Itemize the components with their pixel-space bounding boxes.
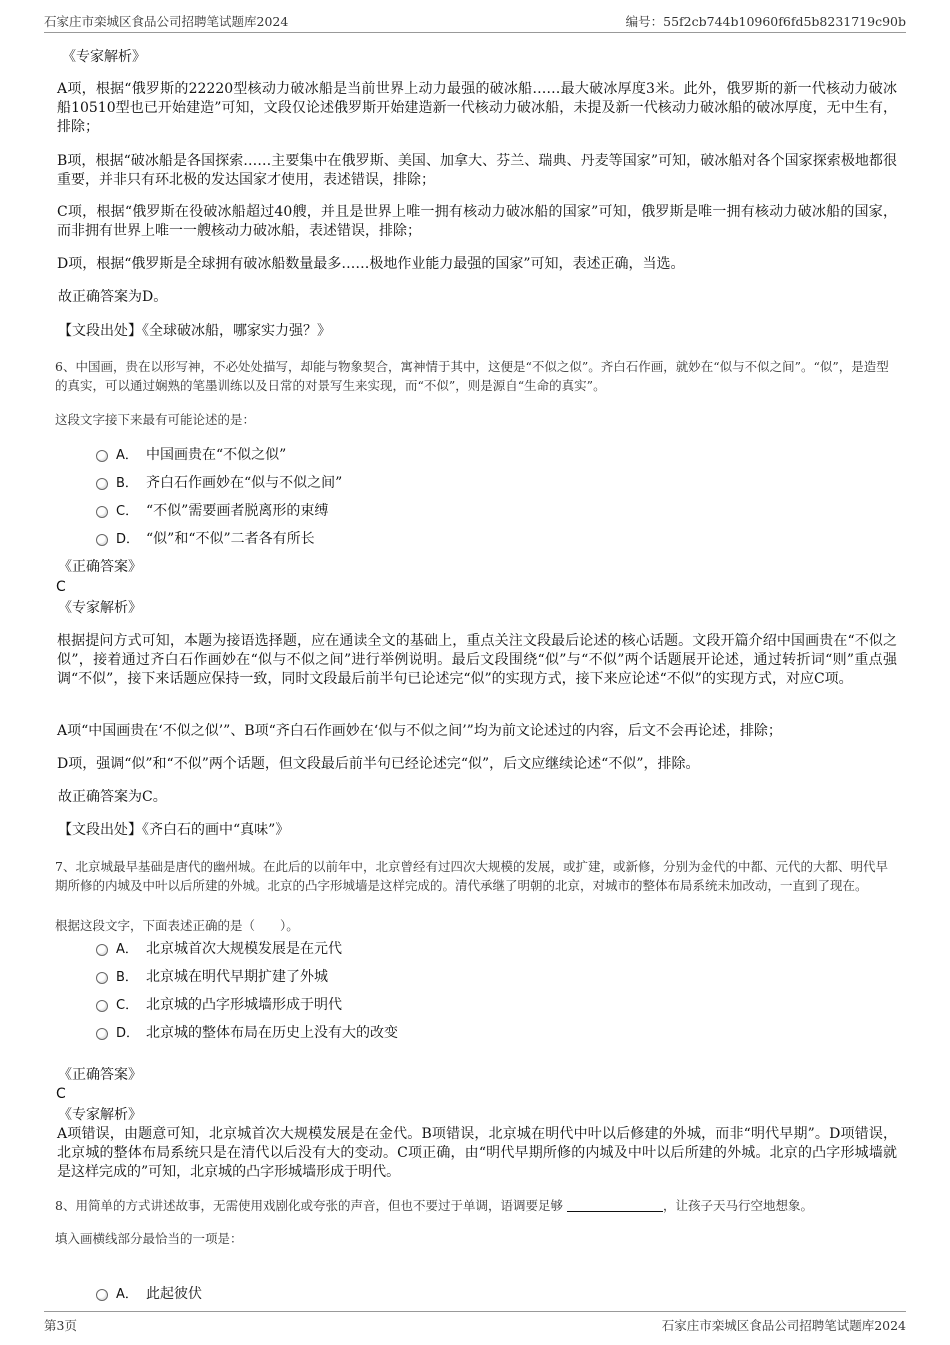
radio-icon[interactable] (96, 450, 108, 462)
option-text: 中国画贵在“不似之似” (146, 447, 287, 463)
q5-analysis-c: C项，根据“俄罗斯在役破冰船超过40艘，并且是世界上唯一拥有核动力破冰船的国家”可知，俄罗斯是唯一拥有核动力破冰船的国家，而非拥有世界上唯一一艘核动力破冰船，表述错误，排除； (57, 204, 897, 239)
option-text: 北京城的整体布局在历史上没有大的改变 (146, 1025, 398, 1041)
option-letter: A． (116, 942, 138, 957)
page-header (44, 10, 906, 33)
q7-option-c[interactable] (96, 995, 342, 1016)
header-title: 石家庄市栾城区食品公司招聘笔试题库2024 (44, 14, 289, 29)
q7-stem: 7、北京城最早基础是唐代的幽州城。在此后的以前年中，北京曾经有过四次大规模的发展，或扩建，或新修，分别为金代的中都、元代的大都、明代早期所修的内城及中叶以后所建的外城。北京的凸字形城墙是这样完成的。清代承继了明朝的北京，对城市的整体布局系统未加改动，一直到了现在。 (55, 859, 888, 893)
q6-prompt: 这段文字接下来最有可能论述的是： (55, 412, 256, 427)
q6-analysis-3: D项，强调“似”和“不似”两个话题，但文段最后前半句已经论述完“似”，后文应继续论述“不似”，排除。 (57, 756, 700, 772)
option-letter: D． (116, 532, 140, 547)
option-text: “似”和“不似”二者各有所长 (146, 531, 315, 547)
q7-expert-label: 《专家解析》 (58, 1107, 142, 1123)
header-doc-id: 编号：55f2cb744b10960f6fd5b8231719c90b (625, 14, 906, 29)
radio-icon[interactable] (96, 534, 108, 546)
q8-stem-before: 8、用简单的方式讲述故事，无需使用戏剧化或夸张的声音，但也不要过于单调，语调要足够 (55, 1198, 563, 1213)
option-letter: C． (116, 504, 139, 519)
page-footer (44, 1311, 906, 1336)
q7-answer-label: 《正确答案》 (58, 1067, 142, 1083)
option-letter: A． (116, 1287, 138, 1302)
q5-analysis-b: B项，根据“破冰船是各国探索……主要集中在俄罗斯、美国、加拿大、芬兰、瑞典、丹麦等国家”可知，破冰船对各个国家探索极地都很重要，并非只有环北极的发达国家才使用，表述错误，排除； (57, 153, 897, 188)
q5-expert-label: 《专家解析》 (62, 49, 146, 65)
q6-analysis-1: 根据提问方式可知，本题为接语选择题，应在通读全文的基础上，重点关注文段最后论述的核心话题。文段开篇介绍中国画贵在“不似之似”，接着通过齐白石作画妙在“似与不似之间”进行举例说明。最后文段围绕“似”与“不似”两个话题展开论述，通过转折词“则”重点强调“不似”，接下来话题应保持一致，同时文段最后前半句已论述完“似”的实现方式，接下来应论述“不似”的实现方式，对应C项。 (57, 633, 897, 687)
option-text: 北京城首次大规模发展是在元代 (146, 941, 342, 957)
q7-analysis: A项错误，由题意可知，北京城首次大规模发展是在金代。B项错误，北京城在明代中叶以后修建的外城，而非“明代早期”。D项错误，北京城的整体布局系统只是在清代以后没有大的变动。C项正确，由“明代早期所修的内城及中叶以后所建的外城。北京的凸字形城墙就是这样完成的”可知，北京城的凸字形城墙形成于明代。 (57, 1126, 897, 1180)
q6-stem: 6、中国画，贵在以形写神，不必处处描写，却能与物象契合，寓神情于其中，这便是“不似之似”。齐白石作画，就妙在“似与不似之间”。“似”，是造型的真实，可以通过娴熟的笔墨训练以及日常的对景写生来实现，而“不似”，则是源自“生命的真实”。 (55, 359, 889, 393)
q6-analysis-2: A项“中国画贵在‘不似之似’”、B项“齐白石作画妙在‘似与不似之间’”均为前文论述过的内容，后文不会再论述，排除； (57, 723, 782, 739)
q6-expert-label: 《专家解析》 (58, 600, 142, 616)
page-number: 第3页 (44, 1318, 77, 1333)
q6-option-c[interactable] (96, 501, 328, 522)
radio-icon[interactable] (96, 1028, 108, 1040)
option-letter: D． (116, 1026, 140, 1041)
q8-stem (55, 1196, 895, 1215)
option-text: 北京城的凸字形城墙形成于明代 (146, 997, 342, 1013)
radio-icon[interactable] (96, 1000, 108, 1012)
fill-blank (567, 1199, 663, 1212)
radio-icon[interactable] (96, 972, 108, 984)
q5-analysis-d: D项，根据“俄罗斯是全球拥有破冰船数量最多……极地作业能力最强的国家”可知，表述正确，当选。 (57, 256, 685, 272)
q5-source: 【文段出处】《全球破冰船，哪家实力强？》 (58, 323, 331, 339)
q7-option-d[interactable] (96, 1023, 398, 1044)
q7-answer: C (56, 1086, 66, 1102)
q6-conclusion: 故正确答案为C。 (58, 789, 167, 805)
q5-analysis-a: A项，根据“俄罗斯的22220型核动力破冰船是当前世界上动力最强的破冰船……最大破冰厚度3米。此外，俄罗斯的新一代核动力破冰船10510型也已开始建造”可知，文段仅论述俄罗斯开始建造新一代核动力破冰船，未提及新一代核动力破冰船的破冰厚度，无中生有，排除； (57, 81, 897, 135)
q6-option-d[interactable] (96, 529, 315, 550)
q8-option-a[interactable] (96, 1284, 202, 1305)
radio-icon[interactable] (96, 478, 108, 490)
q6-option-a[interactable] (96, 445, 286, 466)
option-text: 北京城在明代早期扩建了外城 (146, 969, 328, 985)
q7-option-b[interactable] (96, 967, 328, 988)
q7-prompt: 根据这段文字，下面表述正确的是（ ）。 (55, 918, 299, 933)
option-text: “不似”需要画者脱离形的束缚 (146, 503, 329, 519)
q5-conclusion: 故正确答案为D。 (58, 289, 168, 305)
q6-answer: C (56, 579, 66, 595)
q6-source: 【文段出处】《齐白石的画中“真味”》 (58, 822, 290, 838)
q6-answer-label: 《正确答案》 (58, 559, 142, 575)
radio-icon[interactable] (96, 944, 108, 956)
option-letter: C． (116, 998, 139, 1013)
option-text: 此起彼伏 (146, 1286, 202, 1302)
footer-title: 石家庄市栾城区食品公司招聘笔试题库2024 (661, 1318, 906, 1333)
option-letter: A． (116, 448, 138, 463)
q8-stem-after: ，让孩子天马行空地想象。 (662, 1198, 813, 1213)
option-letter: B． (116, 476, 138, 491)
q7-option-a[interactable] (96, 939, 342, 960)
radio-icon[interactable] (96, 506, 108, 518)
option-text: 齐白石作画妙在“似与不似之间” (146, 475, 343, 491)
option-letter: B． (116, 970, 138, 985)
q6-option-b[interactable] (96, 473, 342, 494)
radio-icon[interactable] (96, 1289, 108, 1301)
q8-prompt: 填入画横线部分最恰当的一项是： (55, 1231, 243, 1246)
